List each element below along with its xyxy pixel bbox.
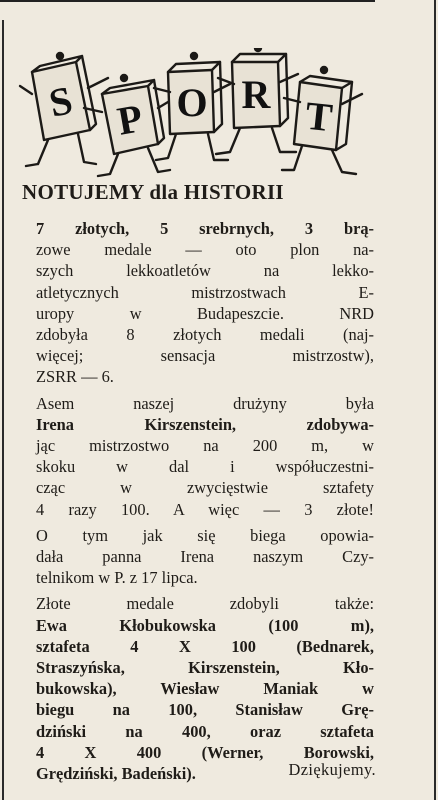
masthead-letter-p: P [113, 95, 146, 144]
paragraph-line: cząc w zwycięstwie sztafety [36, 478, 374, 498]
paragraph-line: Irena Kirszenstein, zdobywa- [36, 414, 374, 434]
paragraph-2 [22, 393, 374, 520]
paragraph-line: Asem naszej drużyny była [36, 393, 374, 413]
article-headline [22, 180, 382, 205]
paragraph-line: 4 X 400 (Werner, Borowski, [36, 742, 374, 762]
paragraph-line: dała panna Irena naszym Czy- [36, 547, 374, 567]
paragraph-line: sztafeta 4 X 100 (Bednarek, [36, 636, 374, 656]
masthead-letter-r: R [241, 72, 271, 117]
headline-part-1: NOTUJEMY [22, 180, 144, 204]
paragraph-line: uropy w Budapeszcie. NRD [36, 303, 374, 323]
paragraph-line: atletycznych mistrzostwach E- [36, 282, 374, 302]
paragraph-line: bukowska), Wiesław Maniak w [36, 679, 374, 699]
paragraph-line: O tym jak się biega opowia- [36, 525, 374, 545]
paragraph-line: zdobyła 8 złotych medali (naj- [36, 325, 374, 345]
sport-masthead [18, 48, 380, 180]
masthead-letter-o: O [176, 80, 208, 125]
paragraph-3 [22, 525, 374, 589]
paragraph-line: biegu na 100, Stanisław Grę- [36, 700, 374, 720]
right-rule [434, 0, 436, 800]
paragraph-line: Grędziński, Badeński). [36, 764, 196, 784]
article-body [22, 218, 374, 789]
paragraph-line: Ewa Kłobukowska (100 m), [36, 615, 374, 635]
paragraph-line: jąc mistrzostwo na 200 m, w [36, 436, 374, 456]
paragraph-line: skoku w dal i współuczestni- [36, 457, 374, 477]
paragraph-line: szych lekkoatletów na lekko- [36, 261, 374, 281]
paragraph-line: dziński na 400, oraz sztafeta [36, 721, 374, 741]
paragraph-1 [22, 218, 374, 388]
headline-part-3: HISTORII [183, 180, 284, 204]
paragraph-line: Złote medale zdobyli także: [36, 594, 374, 614]
paragraph-line: więcej; sensacja mistrzostw), [36, 346, 374, 366]
paragraph-4 [22, 593, 374, 784]
top-rule [0, 0, 375, 2]
masthead-letter-t: T [303, 92, 335, 141]
masthead-letter-s: S [45, 77, 77, 126]
left-rule [2, 20, 4, 800]
paragraph-line: telnikom w P. z 17 lipca. [36, 568, 198, 588]
paragraph-line: 7 złotych, 5 srebrnych, 3 brą- [36, 219, 374, 238]
paragraph-line: ZSRR — 6. [36, 367, 114, 387]
headline-part-2: dla [149, 180, 179, 204]
paragraph-line: 4 razy 100. A więc — 3 złote! [36, 499, 374, 519]
signature: Dziękujemy. [288, 760, 376, 779]
paragraph-line: zowe medale — oto plon na- [36, 240, 374, 260]
paragraph-line: Straszyńska, Kirszenstein, Kło- [36, 658, 374, 678]
